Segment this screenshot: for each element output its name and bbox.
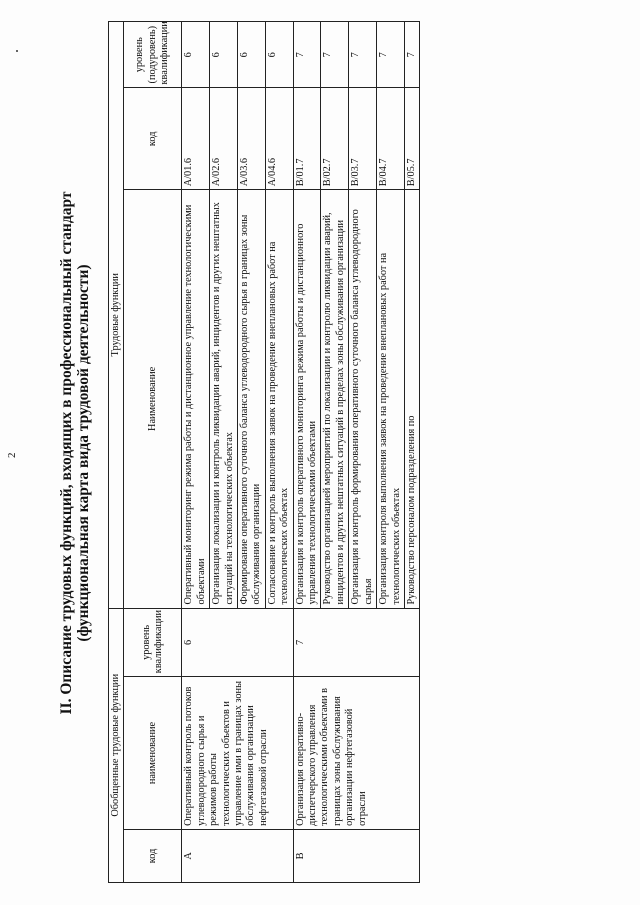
function-name: Формирование оперативного суточного баланса углеводородного сырья в границах зоны обслуживания организации <box>238 190 266 608</box>
function-name: Организация и контроль оперативного мониторинга режима работы и дистанционного управления технологическими объектами <box>293 190 321 608</box>
function-name: Организация локализации и контроль ликвидации аварий, инцидентов и других нештатных ситуаций на технологических объектах <box>210 190 238 608</box>
group-level: 7 <box>293 608 420 677</box>
function-name: Согласование и контроль выполнения заявок на проведение внеплановых работ на технологических объектах <box>265 190 293 608</box>
function-code: А/01.6 <box>182 88 210 190</box>
function-code: А/02.6 <box>210 88 238 190</box>
function-level: 7 <box>293 22 321 88</box>
function-level: 6 <box>182 22 210 88</box>
function-code: В/04.7 <box>377 88 405 190</box>
header-code-tf: код <box>124 88 182 190</box>
group-code: А <box>182 829 293 882</box>
header-name: наименование <box>124 677 182 830</box>
header-labor-functions: Трудовые функции <box>109 22 124 609</box>
function-code: А/04.6 <box>265 88 293 190</box>
function-name: Руководство персоналом подразделения по <box>404 190 419 608</box>
group-name: Организация оперативно-диспетчерского управления технологическими объектами в границах зоны обслуживания организации нефтегазовой отрасли <box>293 677 420 830</box>
function-code: В/01.7 <box>293 88 321 190</box>
function-level: 7 <box>321 22 349 88</box>
section-title <box>52 13 92 893</box>
rotated-page-content <box>6 13 602 893</box>
header-row-1 <box>109 22 124 883</box>
header-level: уровень квалификации <box>124 608 182 677</box>
function-name: Организация контроля выполнения заявок на проведение внеплановых работ на технологических объектах <box>377 190 405 608</box>
function-name: Оперативный мониторинг режима работы и дистанционное управление технологическими объектами <box>182 190 210 608</box>
header-sublevel: уровень (подуровень) квалификации <box>124 22 182 88</box>
functional-map-table <box>108 21 420 883</box>
title-line-1: II. Описание трудовых функций, входящих в профессиональный стандарт <box>58 191 75 715</box>
function-code: В/03.7 <box>349 88 377 190</box>
function-name: Руководство организацией мероприятий по локализации и контролю ликвидации аварий, инцидентов и других нештатных ситуаций в пределах зоны обслуживания организации <box>321 190 349 608</box>
scan-speck <box>16 50 18 52</box>
page-number: 2 <box>6 452 18 458</box>
group-name: Оперативный контроль потоков углеводородного сырья и режимов работы технологических объектов и управление ими в границах зоны обслуживания организации нефтегазовой отрасли <box>182 677 293 830</box>
function-code: В/02.7 <box>321 88 349 190</box>
header-name-tf: Наименование <box>124 190 182 608</box>
table-row <box>293 22 321 883</box>
header-row-2 <box>124 22 182 883</box>
group-code: В <box>293 829 420 882</box>
function-level: 7 <box>349 22 377 88</box>
function-level: 7 <box>377 22 405 88</box>
title-line-2: (функциональная карта вида трудовой деятельности) <box>75 264 92 642</box>
function-level: 7 <box>404 22 419 88</box>
function-level: 6 <box>265 22 293 88</box>
group-level: 6 <box>182 608 293 677</box>
function-level: 6 <box>238 22 266 88</box>
table-row <box>182 22 210 883</box>
header-code: код <box>124 829 182 882</box>
function-level: 6 <box>210 22 238 88</box>
function-name: Организация и контроль формирования оперативного суточного баланса углеводородного сырья <box>349 190 377 608</box>
function-code: В/05.7 <box>404 88 419 190</box>
header-generalized: Обобщенные трудовые функции <box>109 608 124 882</box>
function-code: А/03.6 <box>238 88 266 190</box>
